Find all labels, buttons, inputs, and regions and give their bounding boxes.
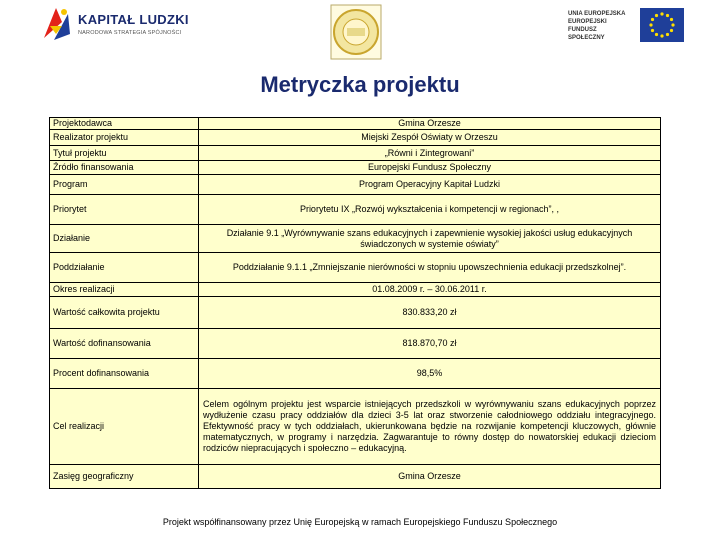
kapital-ludzki-title: KAPITAŁ LUDZKI [78, 12, 189, 27]
row-label: Procent dofinansowania [50, 359, 199, 389]
row-value: Działanie 9.1 „Wyrównywanie szans edukacyjnych i zapewnienie wysokiej jakości usług edukacyjnych świadczonych w systemie oświaty” [199, 225, 661, 253]
table-row [50, 130, 661, 146]
page-title: Metryczka projektu [260, 72, 460, 97]
row-label: Wartość całkowita projektu [50, 297, 199, 329]
row-value: 01.08.2009 r. – 30.06.2011 r. [199, 283, 661, 297]
row-value: Poddziałanie 9.1.1 „Zmniejszanie nierówności w stopniu upowszechnienia edukacji przedszkolnej”. [199, 253, 661, 283]
row-label: Tytuł projektu [50, 146, 199, 161]
row-value: Gmina Orzesze [199, 465, 661, 489]
eu-line-2: EUROPEJSKI [568, 19, 607, 25]
table-row [50, 359, 661, 389]
table-row [50, 225, 661, 253]
row-label: Okres realizacji [50, 283, 199, 297]
table-row [50, 175, 661, 195]
row-value: Europejski Fundusz Społeczny [199, 161, 661, 175]
row-value: Gmina Orzesze [199, 118, 661, 130]
table-row [50, 283, 661, 297]
row-value: 98,5% [199, 359, 661, 389]
row-value: Priorytetu IX „Rozwój wykształcenia i kompetencji w regionach”, , [199, 195, 661, 225]
eu-line-3: FUNDUSZ SPOŁECZNY [568, 27, 605, 41]
row-value: Program Operacyjny Kapitał Ludzki [199, 175, 661, 195]
table-row [50, 118, 661, 130]
row-label: Cel realizacji [50, 389, 199, 465]
row-label: Źródło finansowania [50, 161, 199, 175]
row-label: Realizator projektu [50, 130, 199, 146]
kapital-ludzki-icon [40, 4, 74, 44]
header [0, 0, 720, 70]
table-row [50, 161, 661, 175]
row-value: 830.833,20 zł [199, 297, 661, 329]
row-label: Priorytet [50, 195, 199, 225]
row-value: „Równi i Zintegrowani” [199, 146, 661, 161]
eu-text [568, 10, 634, 42]
row-value: 818.870,70 zł [199, 329, 661, 359]
table-row [50, 389, 661, 465]
table-row [50, 465, 661, 489]
eu-logo [568, 8, 688, 46]
kapital-ludzki-logo [40, 2, 190, 46]
project-metadata-table [49, 117, 661, 489]
row-value: Miejski Zespół Oświaty w Orzeszu [199, 130, 661, 146]
eu-flag-icon [640, 8, 684, 42]
table-row [50, 297, 661, 329]
seal-icon [330, 4, 382, 60]
row-label: Projektodawca [50, 118, 199, 130]
table-row [50, 195, 661, 225]
row-label: Zasięg geograficzny [50, 465, 199, 489]
eu-line-1: UNIA EUROPEJSKA [568, 11, 626, 17]
row-value: Celem ogólnym projektu jest wsparcie istniejących przedszkoli w wyrównywaniu szans edukacyjnych poprzez wydłużenie czasu pracy oddziałów dla dzieci 3-5 lat oraz stworzenie całodniowego oddziału integracyjnego. Efektywność pracy w tych oddziałach, ukierunkowana będzie na rozwijanie kompetencji kluczowych, głównie matematycznych, w programy i narzędzia. Zagwarantuje to równy dostęp do nowatorskiej edukacji dzieciom rodziców niepracujących i społeczno – edukacyjną. [199, 389, 661, 465]
table-row [50, 329, 661, 359]
row-label: Poddziałanie [50, 253, 199, 283]
table-row [50, 253, 661, 283]
row-label: Wartość dofinansowania [50, 329, 199, 359]
school-seal-logo [330, 4, 382, 60]
row-label: Program [50, 175, 199, 195]
row-label: Działanie [50, 225, 199, 253]
table-row [50, 146, 661, 161]
footer-note: Projekt współfinansowany przez Unię Europejską w ramach Europejskiego Funduszu Społecznego [162, 517, 558, 527]
kapital-ludzki-subtitle: NARODOWA STRATEGIA SPÓJNOŚCI [78, 30, 182, 36]
